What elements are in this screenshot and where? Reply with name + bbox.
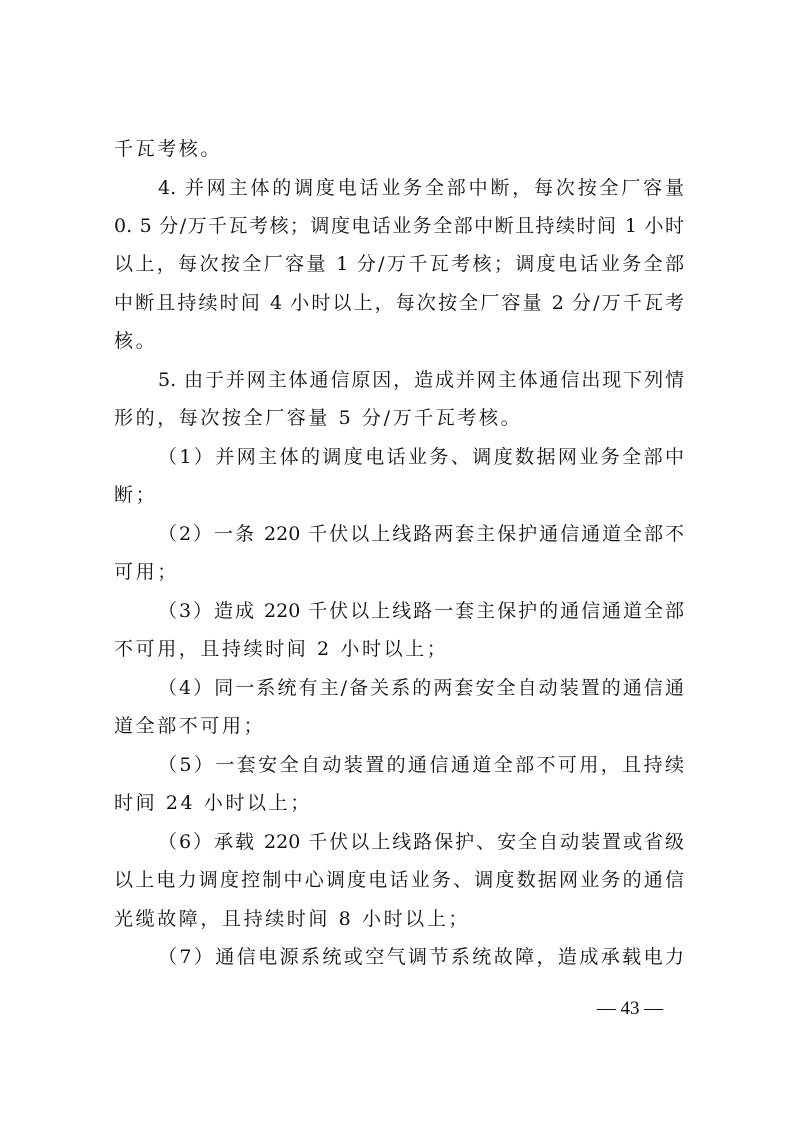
item-5-line-1: （5）一套安全自动装置的通信通道全部不可用，且持续 xyxy=(158,754,684,776)
text-line: 不可用，且持续时间 2 小时以上； xyxy=(114,638,449,660)
item-7-line-1: （7）通信电源系统或空气调节系统故障，造成承载电力 xyxy=(158,946,684,968)
item-2-line-1: （2）一条 220 千伏以上线路两套主保护通信通道全部不 xyxy=(158,523,684,545)
page-number: — 43 — xyxy=(596,998,664,1019)
text-line: 可用； xyxy=(114,561,179,583)
text-line: 千瓦考核。 xyxy=(114,138,223,160)
text-line: 断； xyxy=(114,484,158,506)
text-line: 时间 24 小时以上； xyxy=(114,792,312,814)
paragraph-5-line-1: 5. 由于并网主体通信原因，造成并网主体通信出现下列情 xyxy=(158,369,684,391)
text-line: 以上电力调度控制中心调度电话业务、调度数据网业务的通信 xyxy=(114,869,684,891)
item-4-line-1: （4）同一系统有主/备关系的两套安全自动装置的通信通 xyxy=(158,677,684,699)
text-line: 形的，每次按全厂容量 5 分/万千瓦考核。 xyxy=(114,407,523,429)
text-line: 中断且持续时间 4 小时以上，每次按全厂容量 2 分/万千瓦考 xyxy=(114,292,684,314)
item-3-line-1: （3）造成 220 千伏以上线路一套主保护的通信通道全部 xyxy=(158,600,684,622)
item-6-line-1: （6）承载 220 千伏以上线路保护、安全自动装置或省级 xyxy=(158,831,684,853)
text-line: 光缆故障，且持续时间 8 小时以上； xyxy=(114,908,470,930)
text-line: 核。 xyxy=(114,330,158,352)
text-line: 0. 5 分/万千瓦考核；调度电话业务全部中断且持续时间 1 小时 xyxy=(114,215,684,237)
paragraph-4-line-1: 4. 并网主体的调度电话业务全部中断，每次按全厂容量 xyxy=(158,177,684,199)
item-1-line-1: （1）并网主体的调度电话业务、调度数据网业务全部中 xyxy=(158,446,684,468)
text-line: 以上，每次按全厂容量 1 分/万千瓦考核；调度电话业务全部 xyxy=(114,253,684,275)
text-line: 道全部不可用； xyxy=(114,715,266,737)
